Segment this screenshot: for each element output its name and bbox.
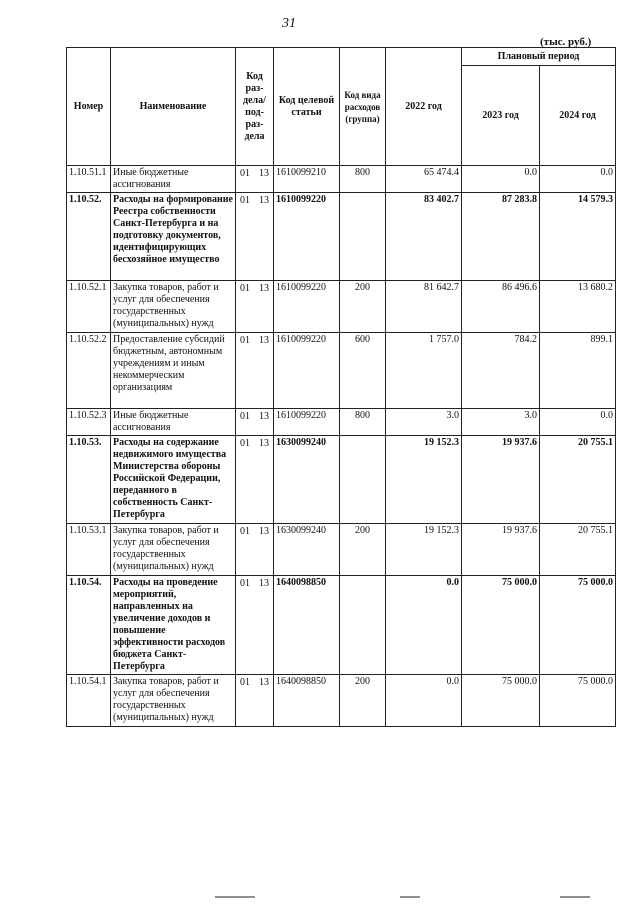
row-name: Закупка товаров, работ и услуг для обеспечения государственных (муниципальных) нужд [111, 281, 236, 333]
row-section-code [236, 281, 274, 333]
row-number: 1.10.52.1 [67, 281, 111, 333]
row-expense-type: 200 [340, 675, 386, 727]
row-section-code [236, 576, 274, 675]
row-expense-type: 200 [340, 281, 386, 333]
row-target-code: 1610099220 [274, 409, 340, 436]
row-2022-amount: 81 642.7 [386, 281, 462, 333]
header-2023: 2023 год [462, 66, 540, 166]
row-2023-amount: 86 496.6 [462, 281, 540, 333]
row-expense-type: 800 [340, 166, 386, 193]
table-row [67, 675, 616, 727]
table-row [67, 524, 616, 576]
row-2024-amount: 20 755.1 [540, 436, 616, 524]
row-number: 1.10.52. [67, 193, 111, 281]
row-2022-amount: 0.0 [386, 675, 462, 727]
subsection-code: 13 [259, 438, 269, 449]
table-row [67, 436, 616, 524]
row-2024-amount: 20 755.1 [540, 524, 616, 576]
section-code: 01 [240, 335, 250, 346]
row-2024-amount: 899.1 [540, 333, 616, 409]
row-target-code: 1630099240 [274, 524, 340, 576]
scan-artifact [560, 896, 590, 898]
table-row [67, 281, 616, 333]
section-code: 01 [240, 168, 250, 179]
table-row [67, 193, 616, 281]
section-code: 01 [240, 578, 250, 589]
header-number: Номер [67, 48, 111, 166]
subsection-code: 13 [259, 411, 269, 422]
row-2023-amount: 19 937.6 [462, 524, 540, 576]
row-expense-type [340, 436, 386, 524]
header-2024: 2024 год [540, 66, 616, 166]
row-2022-amount: 3.0 [386, 409, 462, 436]
row-number: 1.10.53. [67, 436, 111, 524]
scan-artifact [215, 896, 255, 898]
row-target-code: 1610099210 [274, 166, 340, 193]
row-target-code: 1640098850 [274, 576, 340, 675]
row-section-code [236, 409, 274, 436]
subsection-code: 13 [259, 526, 269, 537]
budget-table [66, 47, 616, 727]
row-number: 1.10.54.1 [67, 675, 111, 727]
units-label: (тыс. руб.) [540, 36, 592, 48]
row-2024-amount: 0.0 [540, 166, 616, 193]
row-2024-amount: 75 000.0 [540, 675, 616, 727]
section-code: 01 [240, 195, 250, 206]
header-section: Код раз-дела/ под-раз-дела [236, 48, 274, 166]
section-code: 01 [240, 283, 250, 294]
scan-artifact [400, 896, 420, 898]
section-code: 01 [240, 411, 250, 422]
table-row [67, 166, 616, 193]
row-target-code: 1640098850 [274, 675, 340, 727]
row-2023-amount: 87 283.8 [462, 193, 540, 281]
row-2023-amount: 784.2 [462, 333, 540, 409]
row-name: Закупка товаров, работ и услуг для обеспечения государственных (муниципальных) нужд [111, 524, 236, 576]
subsection-code: 13 [259, 578, 269, 589]
subsection-code: 13 [259, 335, 269, 346]
row-name: Иные бюджетные ассигнования [111, 166, 236, 193]
table-row [67, 409, 616, 436]
subsection-code: 13 [259, 283, 269, 294]
row-2022-amount: 1 757.0 [386, 333, 462, 409]
row-name: Расходы на формирование Реестра собственности Санкт-Петербурга и на подготовку документов, идентифицирующих бесхозяйное имущество [111, 193, 236, 281]
row-expense-type: 800 [340, 409, 386, 436]
row-2022-amount: 0.0 [386, 576, 462, 675]
section-code: 01 [240, 677, 250, 688]
row-2022-amount: 65 474.4 [386, 166, 462, 193]
row-2024-amount: 0.0 [540, 409, 616, 436]
row-2023-amount: 19 937.6 [462, 436, 540, 524]
table-body [67, 166, 616, 727]
row-2023-amount: 3.0 [462, 409, 540, 436]
row-target-code: 1610099220 [274, 193, 340, 281]
row-number: 1.10.51.1 [67, 166, 111, 193]
row-2023-amount: 0.0 [462, 166, 540, 193]
subsection-code: 13 [259, 677, 269, 688]
row-2024-amount: 13 680.2 [540, 281, 616, 333]
header-2022: 2022 год [386, 48, 462, 166]
header-expense-type: Код вида расходов (группа) [340, 48, 386, 166]
row-section-code [236, 333, 274, 409]
row-expense-type: 200 [340, 524, 386, 576]
header-name: Наименование [111, 48, 236, 166]
section-code: 01 [240, 438, 250, 449]
row-name: Расходы на проведение мероприятий, направленных на увеличение доходов и повышение эффективности расходов бюджета Санкт-Петербурга [111, 576, 236, 675]
row-number: 1.10.52.2 [67, 333, 111, 409]
row-section-code [236, 675, 274, 727]
row-name: Иные бюджетные ассигнования [111, 409, 236, 436]
row-section-code [236, 524, 274, 576]
row-2022-amount: 19 152.3 [386, 524, 462, 576]
row-number: 1.10.53.1 [67, 524, 111, 576]
row-section-code [236, 166, 274, 193]
header-target: Код целевой статьи [274, 48, 340, 166]
row-section-code [236, 193, 274, 281]
section-code: 01 [240, 526, 250, 537]
row-2024-amount: 14 579.3 [540, 193, 616, 281]
row-number: 1.10.54. [67, 576, 111, 675]
row-expense-type: 600 [340, 333, 386, 409]
row-name: Закупка товаров, работ и услуг для обеспечения государственных (муниципальных) нужд [111, 675, 236, 727]
row-number: 1.10.52.3 [67, 409, 111, 436]
row-2023-amount: 75 000.0 [462, 675, 540, 727]
row-expense-type [340, 193, 386, 281]
page-number: 31 [282, 16, 296, 31]
subsection-code: 13 [259, 168, 269, 179]
row-target-code: 1610099220 [274, 333, 340, 409]
header-plan-period: Плановый период [462, 48, 616, 66]
row-2022-amount: 19 152.3 [386, 436, 462, 524]
row-2024-amount: 75 000.0 [540, 576, 616, 675]
table-row [67, 576, 616, 675]
row-name: Расходы на содержание недвижимого имущества Министерства обороны Российской Федерации, переданного в собственность Санкт-Петербурга [111, 436, 236, 524]
table-row [67, 333, 616, 409]
row-2023-amount: 75 000.0 [462, 576, 540, 675]
row-target-code: 1610099220 [274, 281, 340, 333]
row-section-code [236, 436, 274, 524]
row-expense-type [340, 576, 386, 675]
row-2022-amount: 83 402.7 [386, 193, 462, 281]
row-name: Предоставление субсидий бюджетным, автономным учреждениям и иным некоммерческим организациям [111, 333, 236, 409]
row-target-code: 1630099240 [274, 436, 340, 524]
subsection-code: 13 [259, 195, 269, 206]
header-row [67, 48, 616, 66]
